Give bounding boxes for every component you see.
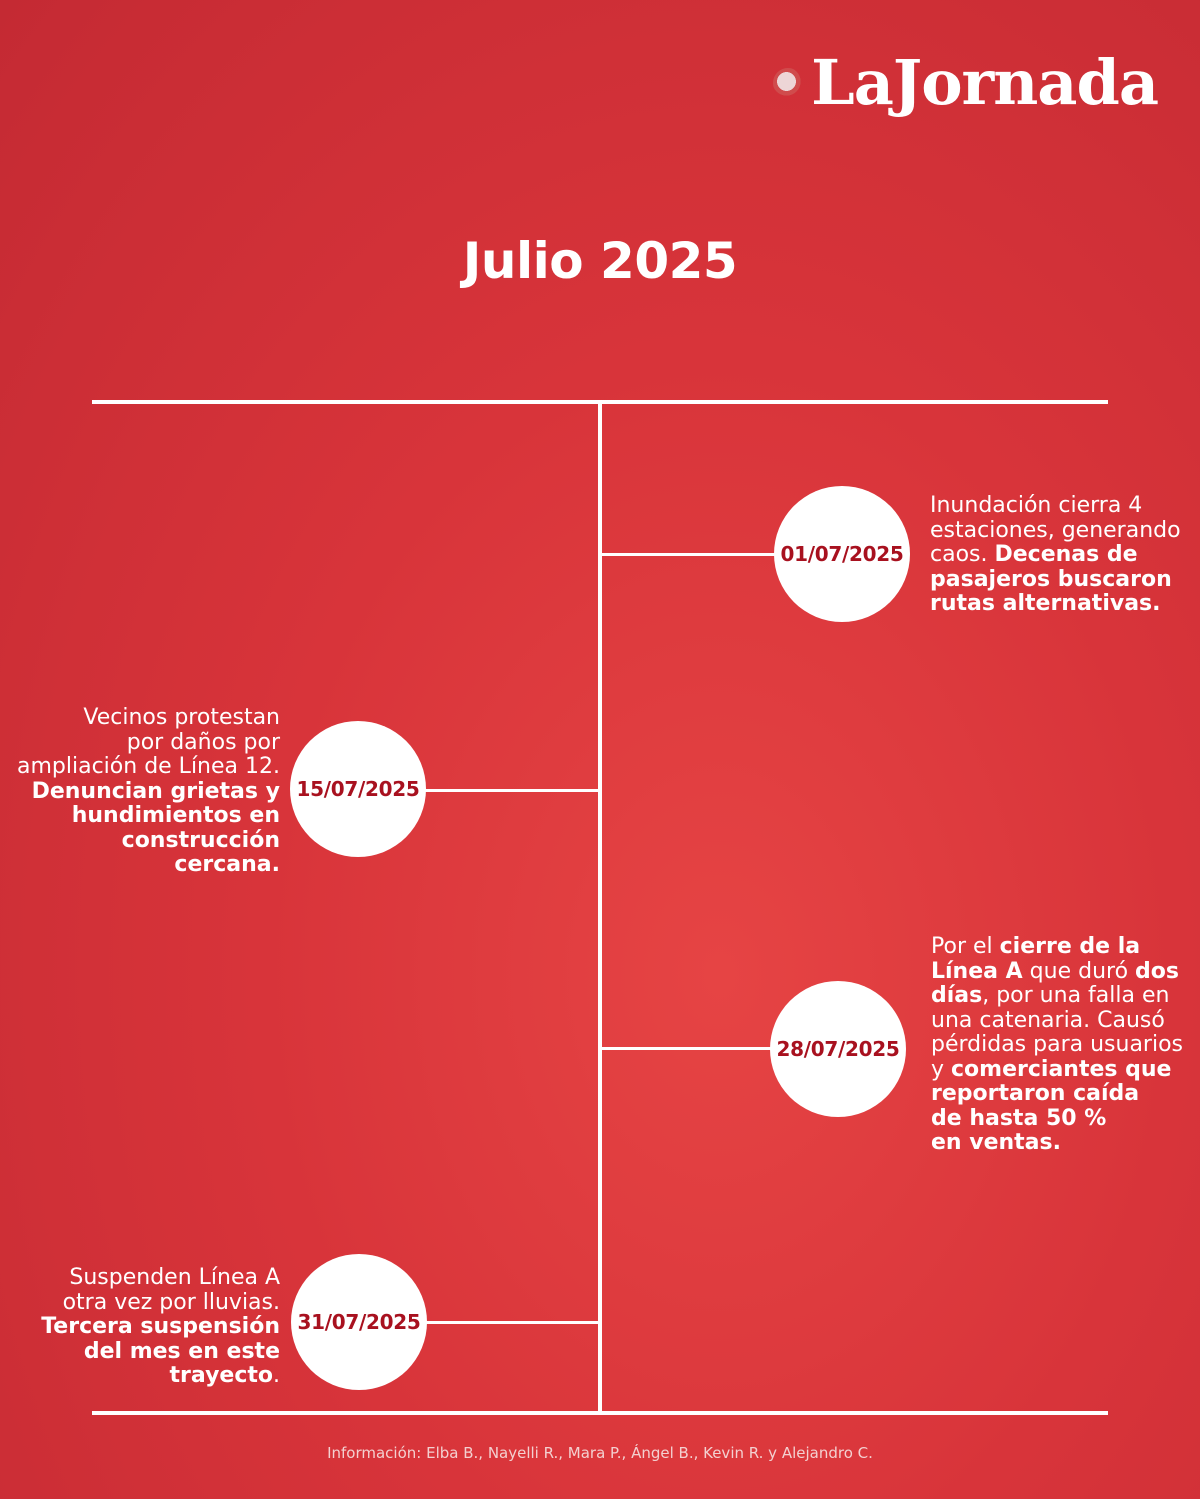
bold-text: hundimientos en — [71, 803, 280, 828]
bold-text: del mes en este — [83, 1338, 280, 1364]
event-date-badge — [770, 981, 906, 1117]
logo-emblem-icon — [773, 68, 803, 98]
event-date-badge — [291, 1254, 427, 1390]
bold-text: Denuncian grietas y — [31, 778, 280, 804]
timeline-connector — [602, 1047, 778, 1050]
bold-text: trayecto — [169, 1363, 273, 1388]
bold-text: comerciantes que — [951, 1056, 1172, 1082]
description-line — [931, 1106, 1106, 1131]
description-line — [930, 518, 1181, 543]
text-run: por daños por — [126, 729, 280, 755]
bold-text: Línea A — [931, 958, 1023, 984]
text-run: Inundación cierra 4 — [930, 493, 1143, 518]
bold-text: en ventas. — [931, 1130, 1061, 1155]
text-run: ampliación de Línea 12. — [17, 754, 280, 779]
event-date: 15/07/2025 — [296, 777, 420, 801]
text-run: Por el — [931, 934, 1000, 959]
description-line — [931, 959, 1179, 984]
bold-text: rutas alternativas. — [930, 591, 1161, 616]
text-run: pérdidas para usuarios — [931, 1032, 1184, 1057]
description-line — [931, 1130, 1061, 1155]
event-description — [930, 494, 1181, 617]
bold-text: días — [931, 983, 983, 1008]
description-line — [17, 754, 280, 779]
bold-text: Tercera suspensión — [41, 1314, 280, 1339]
bold-text: cercana. — [174, 852, 280, 877]
description-line — [930, 567, 1172, 592]
timeline-bottom-rule — [92, 1411, 1108, 1415]
bold-text: cierre de la — [999, 934, 1141, 959]
description-line — [930, 591, 1161, 616]
description-line — [127, 730, 280, 755]
timeline-connector — [422, 1321, 598, 1324]
text-run: otra vez por lluvias. — [62, 1289, 280, 1315]
event-date-badge — [774, 486, 910, 622]
timeline-connector — [422, 789, 598, 792]
text-run: . — [273, 1363, 280, 1388]
event-description — [41, 1266, 280, 1389]
bold-text: construcción — [121, 827, 280, 853]
description-line — [930, 493, 1142, 518]
event-date: 01/07/2025 — [780, 542, 904, 566]
description-line — [122, 828, 280, 853]
description-line — [931, 1008, 1165, 1033]
description-line — [930, 542, 1138, 567]
description-line — [83, 705, 280, 730]
event-date-badge — [290, 721, 426, 857]
description-line — [41, 1314, 280, 1339]
bold-text: dos — [1135, 958, 1180, 984]
description-line — [931, 983, 1169, 1008]
description-line — [32, 779, 280, 804]
description-line — [170, 1363, 280, 1388]
bold-text: Decenas de — [994, 542, 1138, 567]
timeline-connector — [602, 553, 778, 556]
text-run: , por una falla en — [982, 983, 1170, 1008]
description-line — [84, 1339, 280, 1364]
description-line — [931, 1032, 1183, 1057]
text-run: y — [931, 1056, 952, 1082]
description-line — [931, 1081, 1139, 1106]
text-run: que duró — [1022, 958, 1136, 984]
description-line — [931, 1057, 1171, 1082]
text-run: Suspenden Línea A — [69, 1265, 280, 1290]
page-title: Julio 2025 — [462, 232, 738, 290]
event-description — [931, 935, 1183, 1156]
event-description — [17, 706, 280, 878]
description-line — [931, 934, 1140, 959]
description-line — [72, 803, 280, 828]
bold-text: de hasta 50 % — [931, 1105, 1107, 1131]
text-run: una catenaria. Causó — [931, 1007, 1165, 1033]
event-date: 31/07/2025 — [297, 1310, 421, 1334]
description-line — [69, 1265, 280, 1290]
text-run: Vecinos protestan — [83, 705, 280, 730]
description-line — [63, 1290, 280, 1315]
brand-logo — [773, 46, 1158, 119]
bold-text: pasajeros buscaron — [930, 566, 1172, 592]
description-line — [174, 852, 280, 877]
event-date: 28/07/2025 — [776, 1037, 900, 1061]
credits-note: Información: Elba B., Nayelli R., Mara P., Ángel B., Kevin R. y Alejandro C. — [327, 1444, 873, 1462]
text-run: caos. — [930, 542, 995, 567]
text-run: estaciones, generando — [930, 517, 1181, 543]
brand-name: LaJornada — [811, 46, 1158, 119]
bold-text: reportaron caída — [931, 1081, 1140, 1106]
